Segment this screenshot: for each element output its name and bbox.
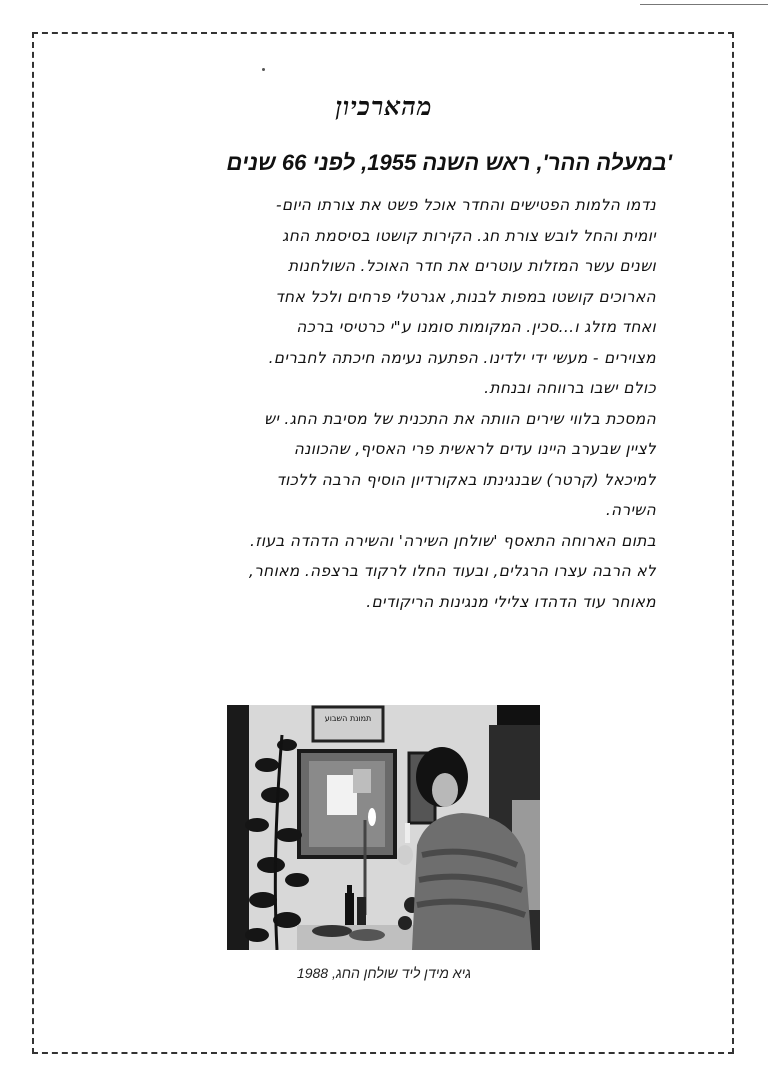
- article-line: בתום הארוחה התאסף 'שולחן השירה' והשירה הדהדה בעוז.: [250, 531, 656, 550]
- photo-caption: גיא מידן ליד שולחן החג, 1988: [296, 965, 472, 981]
- article-body: [96, 190, 656, 617]
- article-line: למיכאל (קרטר) שבנגינתו באקורדיון הוסיף הרבה ללכוד: [276, 470, 656, 489]
- sign-label: תמונת השבוע: [324, 714, 372, 723]
- page-title: מהארכיון: [335, 92, 433, 121]
- scan-speck: [262, 68, 265, 71]
- scan-edge-line: [640, 4, 768, 5]
- article-line: ואחד מזלג ו...סכין. המקומות סומנו ע"י כרטיסי ברכה: [296, 318, 656, 336]
- article-line: מצוירים - מעשי ידי ילדינו. הפתעה נעימה חיכתה לחברים.: [268, 348, 656, 367]
- archive-photo: [227, 705, 540, 950]
- article-line: ושנים עשר המזלות עוטרים את חדר האוכל. השולחנות: [287, 257, 656, 275]
- article-line: המסכת בלווי שירים הוותה את התכנית של מסיבת החג. יש: [264, 409, 656, 428]
- article-line: לא הרבה עצרו הרגלים, ובעוד החלו לרקוד ברצפה. מאוחר,: [248, 562, 656, 580]
- article-line: יומית והחל לובש צורת חג. הקירות קושטו בסיסמת החג: [282, 226, 656, 245]
- article-line: מאוחר עוד הדהדו צלילי מנגינות הריקודים.: [366, 592, 656, 611]
- article-line: נדמו הלמות הפטישים והחדר אוכל פשט את צורתו היום-: [276, 196, 656, 214]
- article-line: כולם ישבו ברווחה ובנחת.: [484, 379, 656, 397]
- article-line: השירה.: [605, 501, 656, 519]
- article-line: לציין שבערב היינו עדים לראשית פרי האסיף, שהכוונה: [293, 440, 656, 458]
- article-subtitle: 'במעלה ההר', ראש השנה 1955, לפני 66 שנים: [226, 150, 672, 175]
- article-line: הארוכים קושטו במפות לבנות, אגרטלי פרחים ולכל אחד: [275, 287, 656, 306]
